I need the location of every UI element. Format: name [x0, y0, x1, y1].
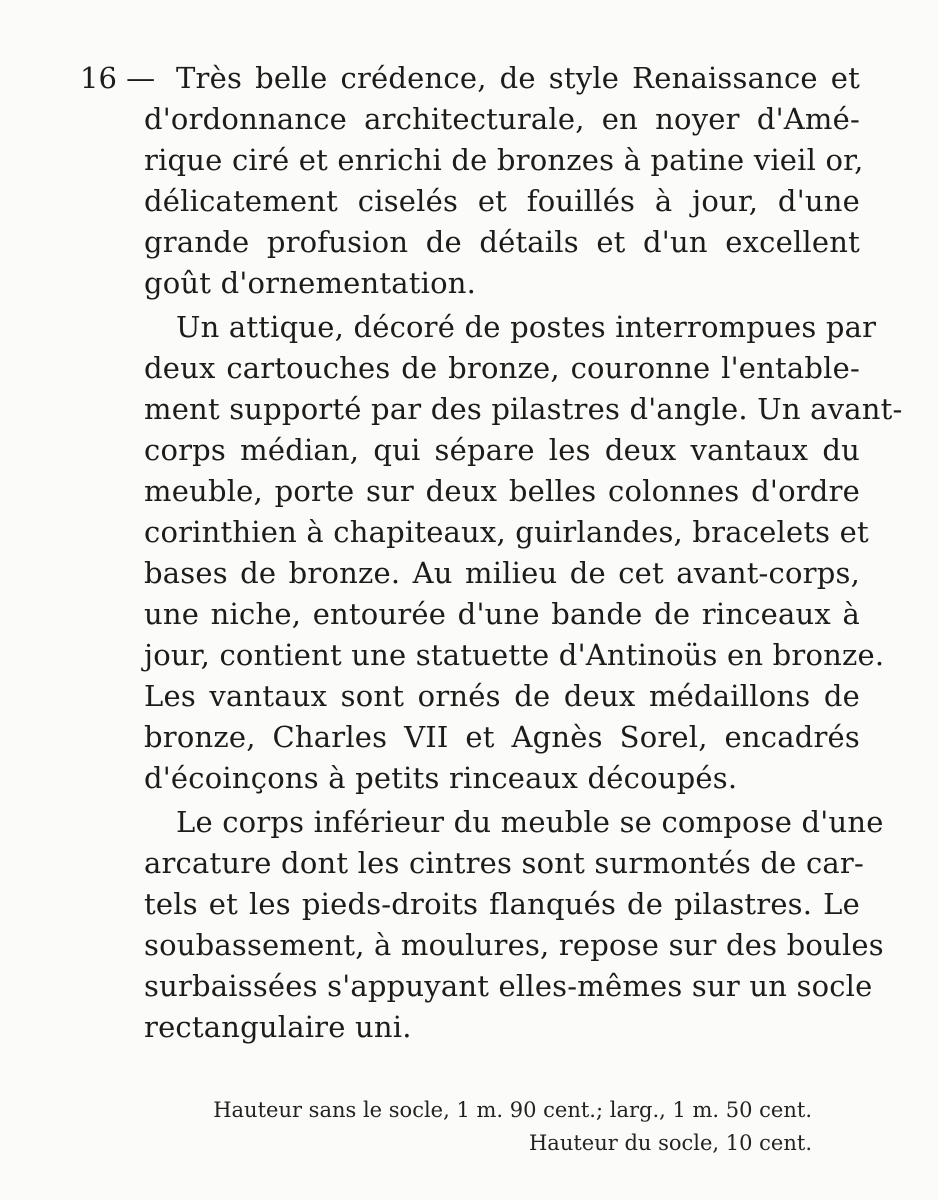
text-line: grande profusion de détails et d'un excellent	[144, 225, 860, 259]
text-line: d'ordonnance architecturale, en noyer d'Amé-	[144, 102, 860, 136]
text-line: Très belle crédence, de style Renaissance et	[176, 61, 860, 95]
dimensions-line-socle: Hauteur du socle, 10 cent.	[528, 1131, 812, 1155]
text-line: surbaissées s'appuyant elles-mêmes sur un socle	[144, 969, 873, 1003]
text-line: rectangulaire uni.	[144, 1010, 412, 1044]
text-line: corinthien à chapiteaux, guirlandes, bracelets et	[144, 515, 869, 549]
text-line: arcature dont les cintres sont surmontés de car-	[144, 846, 864, 880]
text-line: bases de bronze. Au milieu de cet avant-corps,	[144, 556, 860, 590]
text-line: Le corps inférieur du meuble se compose d'une	[176, 805, 884, 839]
text-line: tels et les pieds-droits flanqués de pilastres. Le	[144, 887, 860, 921]
text-line: bronze, Charles VII et Agnès Sorel, encadrés	[144, 720, 860, 754]
text-line: délicatement ciselés et fouillés à jour, d'une	[144, 184, 860, 218]
text-line: d'écoinçons à petits rinceaux découpés.	[144, 761, 738, 795]
text-line: une niche, entourée d'une bande de rinceaux à	[144, 597, 860, 631]
text-line: corps médian, qui sépare les deux vantaux du	[144, 433, 860, 467]
text-line: rique ciré et enrichi de bronzes à patine vieil or,	[144, 143, 864, 177]
text-line: deux cartouches de bronze, couronne l'entable-	[144, 351, 860, 385]
dimensions-line-height: Hauteur sans le socle, 1 m. 90 cent.; larg., 1 m. 50 cent.	[213, 1098, 812, 1122]
text-line: ment supporté par des pilastres d'angle. Un avant-	[144, 392, 903, 426]
text-line: soubassement, à moulures, repose sur des boules	[144, 928, 884, 962]
paragraph-description	[80, 58, 864, 304]
text-line: goût d'ornementation.	[144, 266, 477, 300]
paragraph-upper-body	[80, 307, 903, 799]
text-line: meuble, porte sur deux belles colonnes d'ordre	[144, 474, 860, 508]
text-line: Un attique, décoré de postes interrompues par	[176, 310, 877, 344]
text-line: jour, contient une statuette d'Antinoüs en bronze.	[144, 638, 885, 672]
lot-number: 16 —	[80, 61, 156, 95]
catalogue-entry	[80, 58, 903, 1048]
dimensions-note	[172, 1094, 812, 1160]
paragraph-lower-body	[80, 802, 884, 1048]
text-line: Les vantaux sont ornés de deux médaillons de	[144, 679, 860, 713]
